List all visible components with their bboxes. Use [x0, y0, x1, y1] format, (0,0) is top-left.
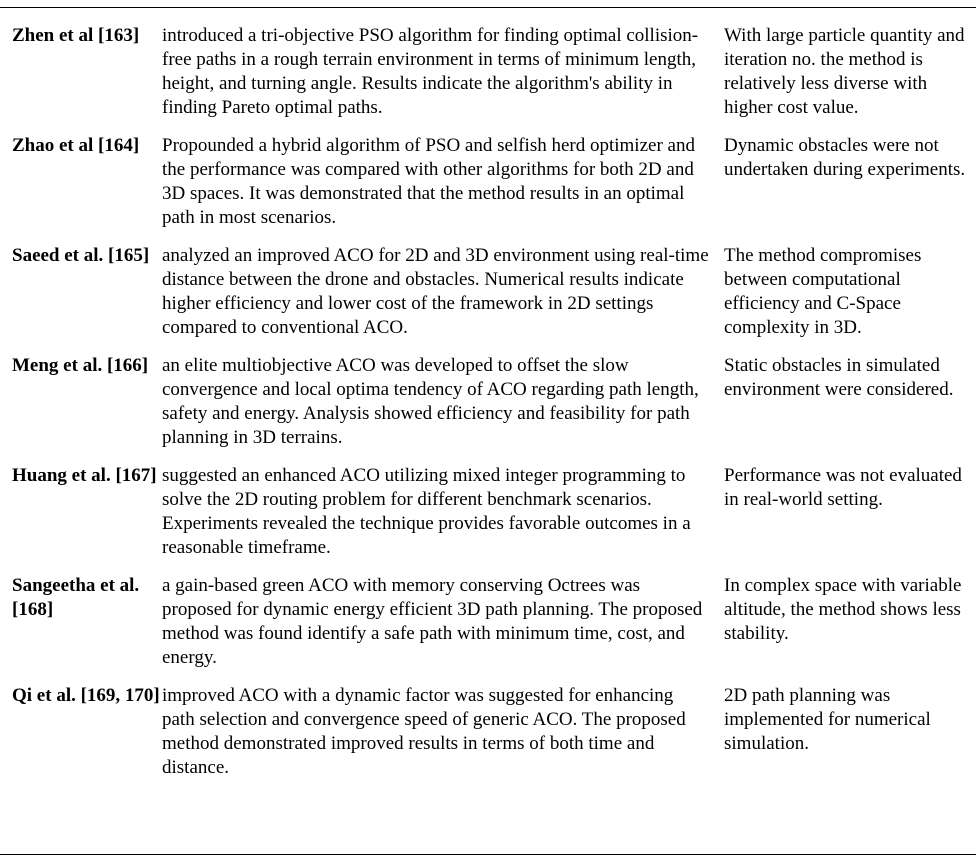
limitation-cell: Static obstacles in simulated environment were considered.: [724, 355, 954, 400]
table-row: [0, 340, 976, 450]
author-cell: Sangeetha et al. [168]: [12, 575, 140, 620]
description-cell: an elite multiobjective ACO was developed to offset the slow convergence and local optima tendency of ACO regarding path length, safety and energy. Analysis showed efficiency and feasibility for path planning in 3D terrains.: [162, 355, 699, 448]
table-bottom-rule: [0, 854, 976, 855]
author-cell: Zhen et al [163]: [12, 25, 140, 46]
table-row: [0, 450, 976, 560]
table-row: [0, 230, 976, 340]
description-cell: Propounded a hybrid algorithm of PSO and selfish herd optimizer and the performance was compared with other algorithms for both 2D and 3D spaces. It was demonstrated that the method results in an optimal path in most scenarios.: [162, 135, 695, 228]
author-cell: Saeed et al. [165]: [12, 245, 150, 266]
limitation-cell: The method compromises between computational efficiency and C-Space complexity in 3D.: [724, 245, 922, 338]
author-cell: Meng et al. [166]: [12, 355, 149, 376]
description-cell: suggested an enhanced ACO utilizing mixed integer programming to solve the 2D routing problem for different benchmark scenarios. Experiments revealed the technique provides favorable outcomes in a reasonable timeframe.: [162, 465, 691, 558]
literature-table: [0, 10, 976, 780]
description-cell: a gain-based green ACO with memory conserving Octrees was proposed for dynamic energy efficient 3D path planning. The proposed method was found identify a safe path with minimum time, cost, and energy.: [162, 575, 703, 668]
limitation-cell: With large particle quantity and iteration no. the method is relatively less diverse with higher cost value.: [724, 25, 965, 118]
limitation-cell: Dynamic obstacles were not undertaken during experiments.: [724, 135, 966, 180]
author-cell: Qi et al. [169, 170]: [12, 685, 160, 706]
table-row: [0, 560, 976, 670]
table-top-rule: [0, 7, 976, 8]
table-row: [0, 670, 976, 780]
limitation-cell: In complex space with variable altitude, the method shows less stability.: [724, 575, 962, 644]
description-cell: introduced a tri-objective PSO algorithm for finding optimal collision-free paths in a rough terrain environment in terms of minimum length, height, and turning angle. Results indicate the algorithm's ability in finding Pareto optimal paths.: [162, 25, 699, 118]
author-cell: Huang et al. [167]: [12, 465, 157, 486]
author-cell: Zhao et al [164]: [12, 135, 140, 156]
table-row: [0, 10, 976, 120]
description-cell: improved ACO with a dynamic factor was suggested for enhancing path selection and convergence speed of generic ACO. The proposed method demonstrated improved results in terms of both time and distance.: [162, 685, 686, 778]
description-cell: analyzed an improved ACO for 2D and 3D environment using real-time distance between the drone and obstacles. Numerical results indicate higher efficiency and lower cost of the framework in 2D settings compared to conventional ACO.: [162, 245, 709, 338]
limitation-cell: Performance was not evaluated in real-world setting.: [724, 465, 962, 510]
table-row: [0, 120, 976, 230]
limitation-cell: 2D path planning was implemented for numerical simulation.: [724, 685, 931, 754]
